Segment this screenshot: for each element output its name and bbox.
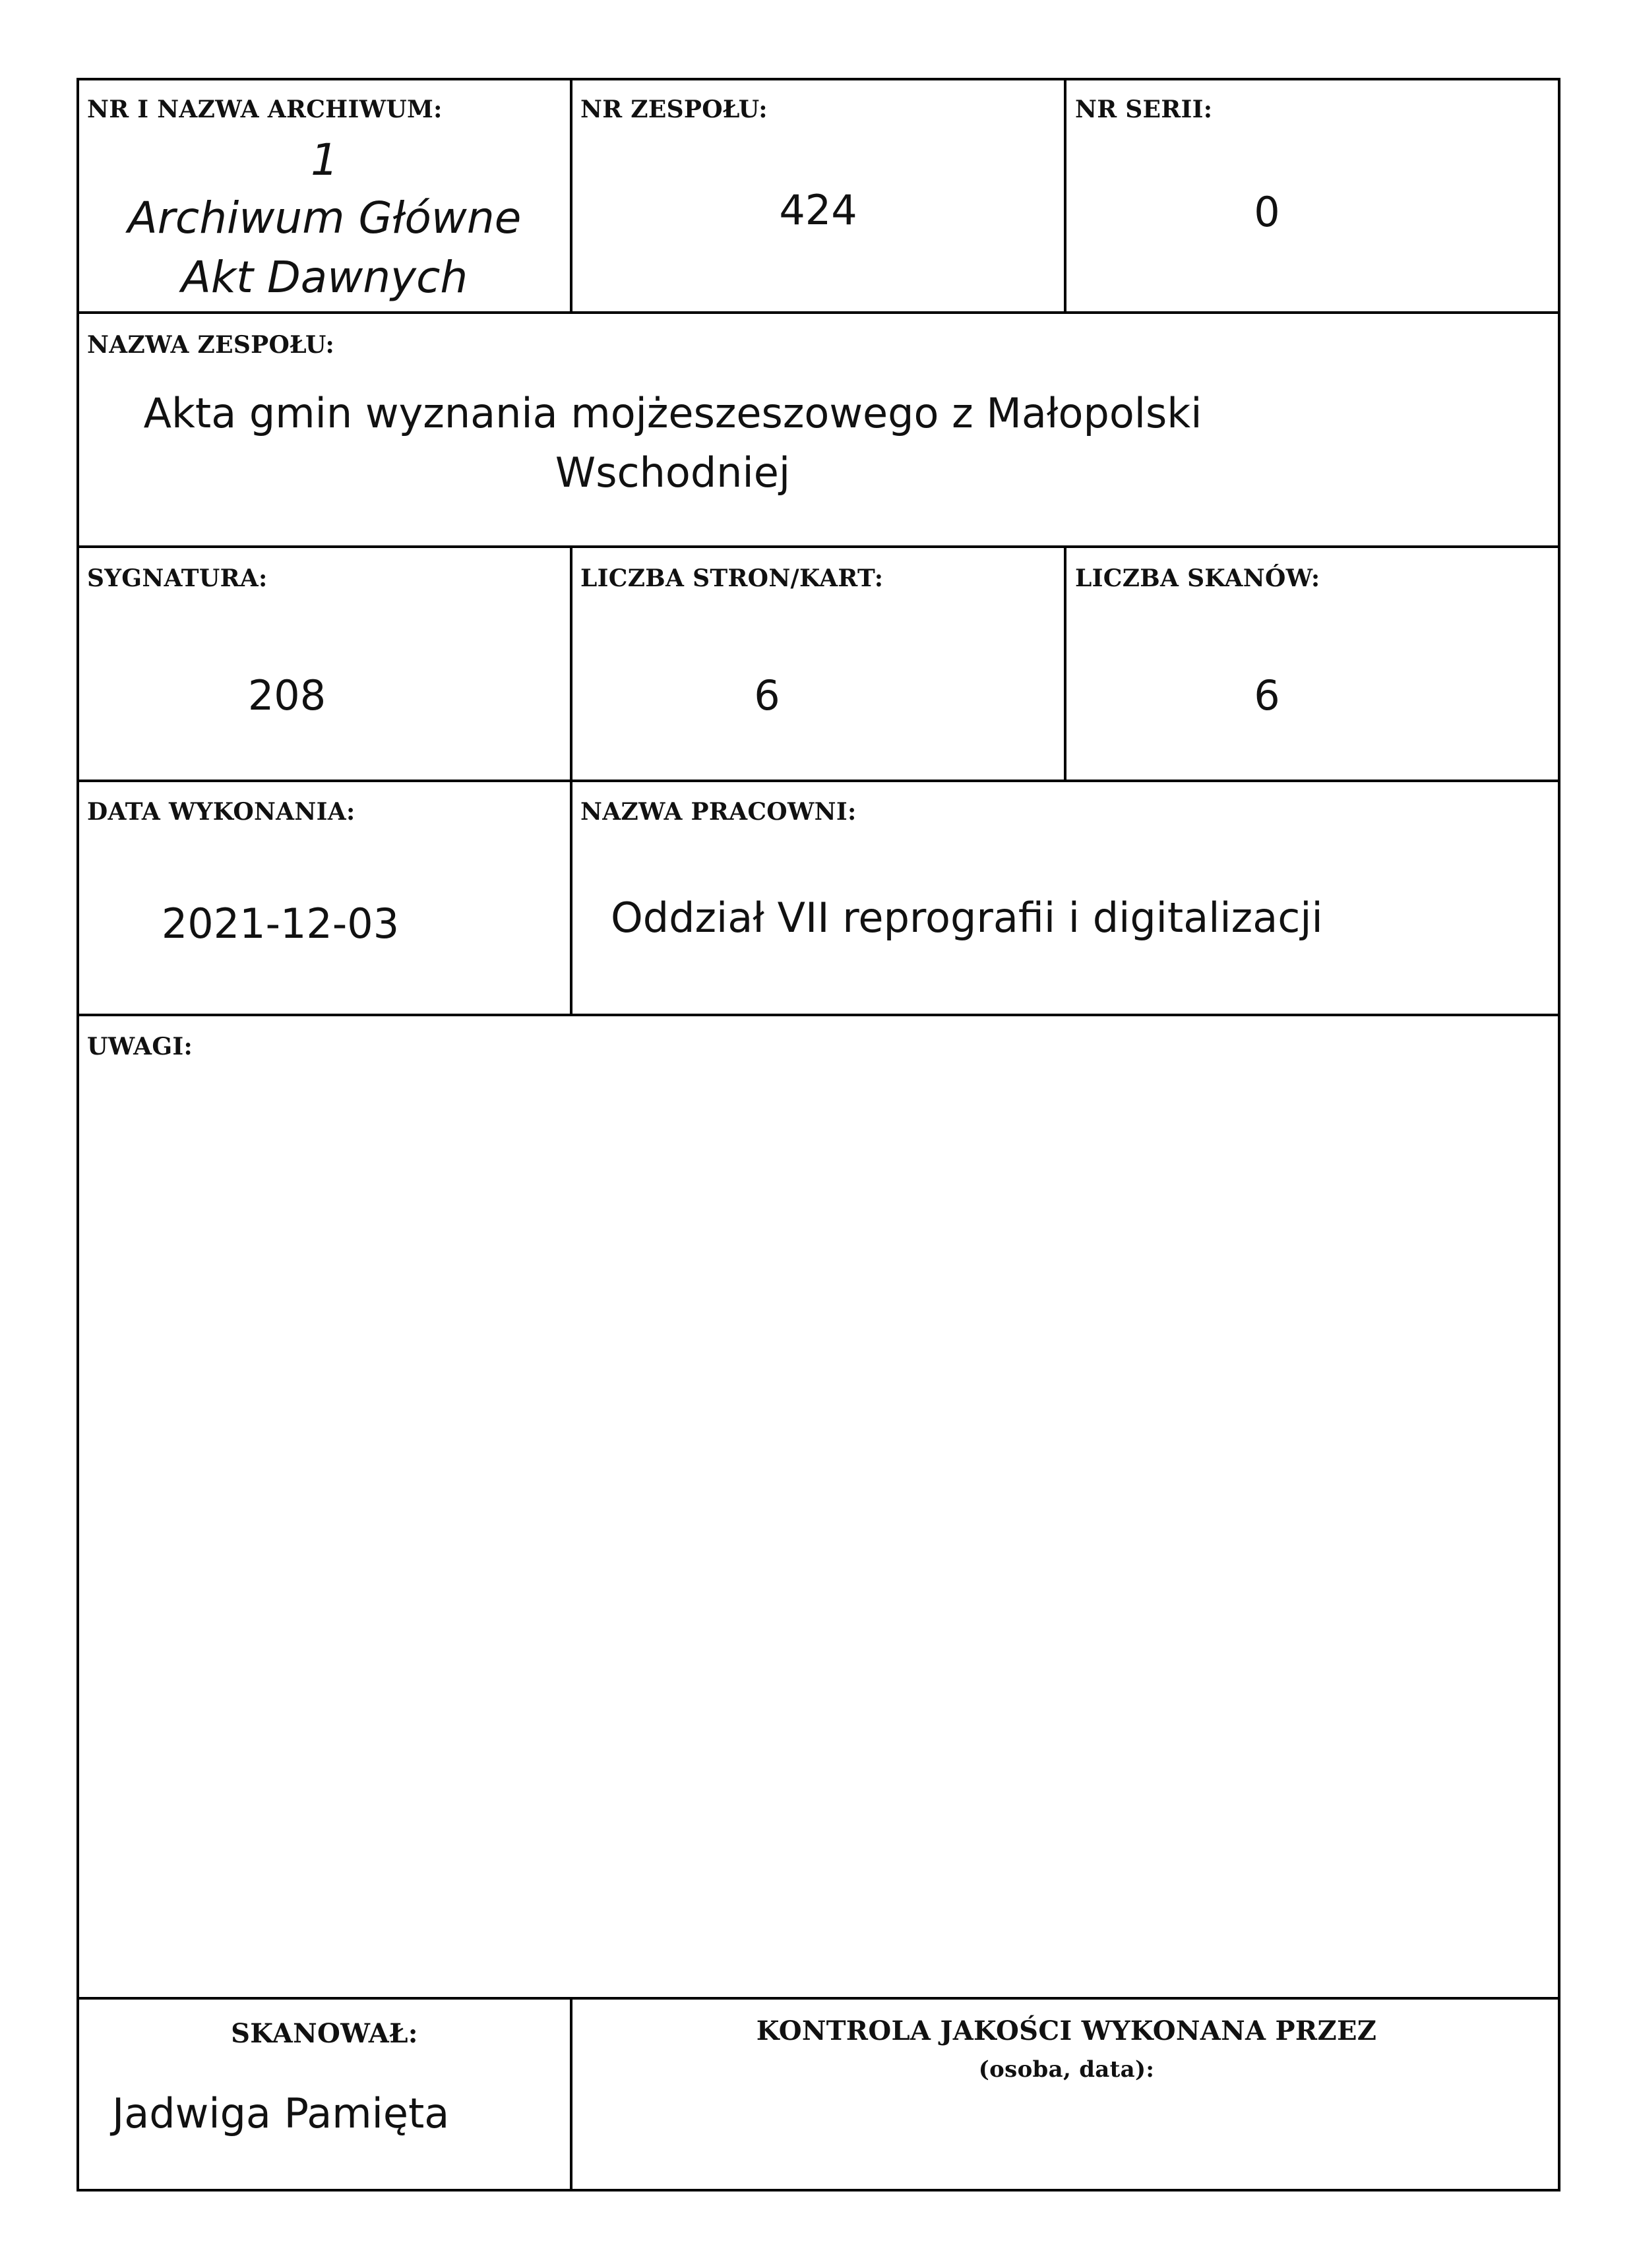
quality-control-sublabel: (osoba, data): bbox=[978, 2056, 1155, 2083]
fonds-name-line1: Akta gmin wyznania mojżeszeszowego z Małopolski bbox=[143, 389, 1202, 437]
signature-label: SYGNATURA: bbox=[87, 565, 268, 592]
series-number-label: NR SERII: bbox=[1075, 96, 1213, 123]
archive-label: NR I NAZWA ARCHIWUM: bbox=[87, 96, 443, 123]
page-count-value: 6 bbox=[754, 671, 780, 720]
scan-count-label: LICZBA SKANÓW: bbox=[1075, 565, 1320, 592]
row-divider bbox=[77, 311, 1560, 314]
signature-value: 208 bbox=[247, 671, 326, 720]
scanned-by-value: Jadwiga Pamięta bbox=[112, 2089, 450, 2137]
row-divider bbox=[77, 780, 1560, 782]
archive-name-line2: Akt Dawnych bbox=[181, 252, 468, 303]
execution-date-value: 2021-12-03 bbox=[161, 900, 400, 948]
workshop-name-label: NAZWA PRACOWNI: bbox=[580, 798, 857, 826]
column-divider bbox=[1064, 545, 1066, 781]
execution-date-label: DATA WYKONANIA: bbox=[87, 798, 355, 826]
series-number-value: 0 bbox=[1254, 188, 1280, 236]
scan-count-value: 6 bbox=[1254, 671, 1280, 720]
row-divider bbox=[77, 1014, 1560, 1016]
fonds-number-value: 424 bbox=[779, 186, 857, 234]
fonds-name-line2: Wschodniej bbox=[555, 448, 791, 497]
archive-name-line1: Archiwum Główne bbox=[127, 193, 522, 243]
page-count-label: LICZBA STRON/KART: bbox=[580, 565, 884, 592]
row-divider bbox=[77, 545, 1560, 548]
fonds-number-label: NR ZESPOŁU: bbox=[580, 96, 768, 123]
fonds-name-label: NAZWA ZESPOŁU: bbox=[87, 331, 335, 359]
workshop-name-value: Oddział VII reprografii i digitalizacji bbox=[611, 894, 1323, 942]
column-divider bbox=[570, 545, 572, 1015]
notes-label: UWAGI: bbox=[87, 1033, 193, 1060]
quality-control-label: KONTROLA JAKOŚCI WYKONANA PRZEZ bbox=[756, 2015, 1377, 2046]
row-divider bbox=[77, 1997, 1560, 2000]
archive-number: 1 bbox=[311, 135, 338, 185]
scanned-by-label: SKANOWAŁ: bbox=[231, 2018, 418, 2049]
